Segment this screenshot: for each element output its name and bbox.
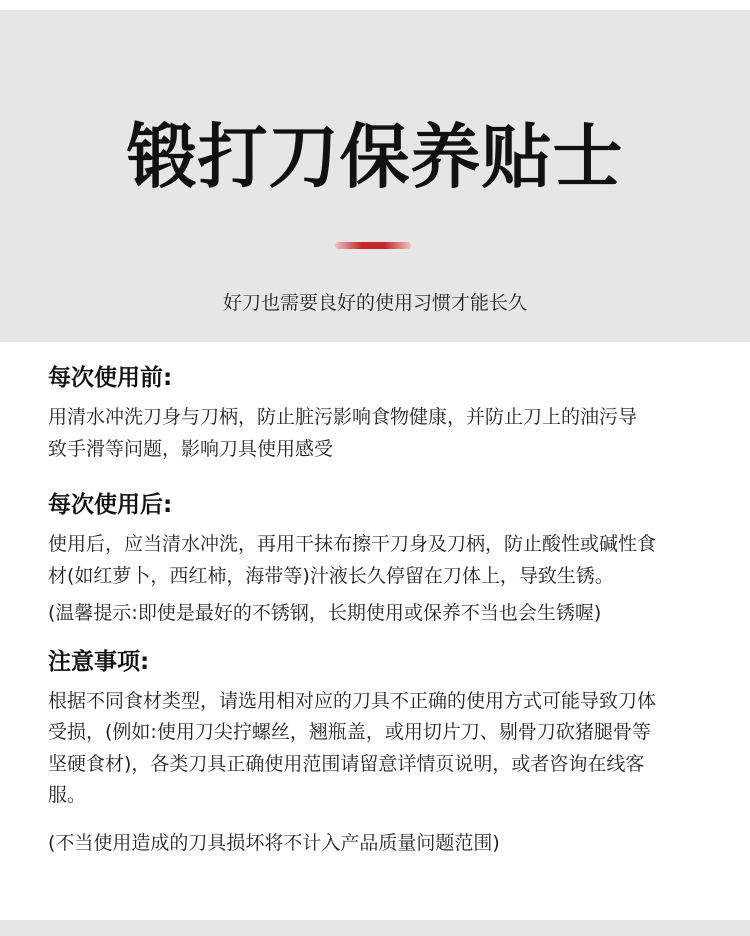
tips-content	[48, 352, 708, 859]
section-body-precautions: 根据不同食材类型，请选用相对应的刀具不正确的使用方式可能导致刀体受损，(例如:使用刀尖拧螺丝，翘瓶盖，或用切片刀、剔骨刀砍猪腿骨等坚硬食材)，各类刀具正确使用范围请留意详情页说明，或者咨询在线客服。	[48, 689, 657, 806]
page-subtitle: 好刀也需要良好的使用习惯才能长久	[222, 292, 527, 314]
section-after-use	[48, 487, 708, 630]
section-body-before-use: 用清水冲洗刀身与刀柄，防止脏污影响食物健康，并防止刀上的油污导致手滑等问题，影响刀具使用感受	[48, 406, 638, 460]
section-precautions	[48, 644, 708, 860]
section-heading-precautions: 注意事项:	[48, 648, 150, 675]
section-body-after-use: 使用后，应当清水冲洗，再用干抹布擦干刀身及刀柄，防止酸性或碱性食材(如红萝卜，西红柿，海带等)汁液长久停留在刀体上，导致生锈。	[48, 533, 657, 587]
accent-divider	[335, 242, 411, 249]
page-title: 锻打刀保养贴士	[126, 116, 624, 198]
header-banner	[0, 10, 750, 342]
section-note-after-use: (温馨提示:即使是最好的不锈钢，长期使用或保养不当也会生锈喔)	[48, 602, 602, 624]
section-heading-after-use: 每次使用后:	[48, 492, 173, 518]
section-before-use	[48, 360, 708, 465]
section-heading-before-use: 每次使用前:	[48, 365, 173, 391]
section-note-precautions: (不当使用造成的刀具损坏将不计入产品质量问题范围)	[48, 831, 500, 854]
footer-strip	[0, 920, 750, 936]
